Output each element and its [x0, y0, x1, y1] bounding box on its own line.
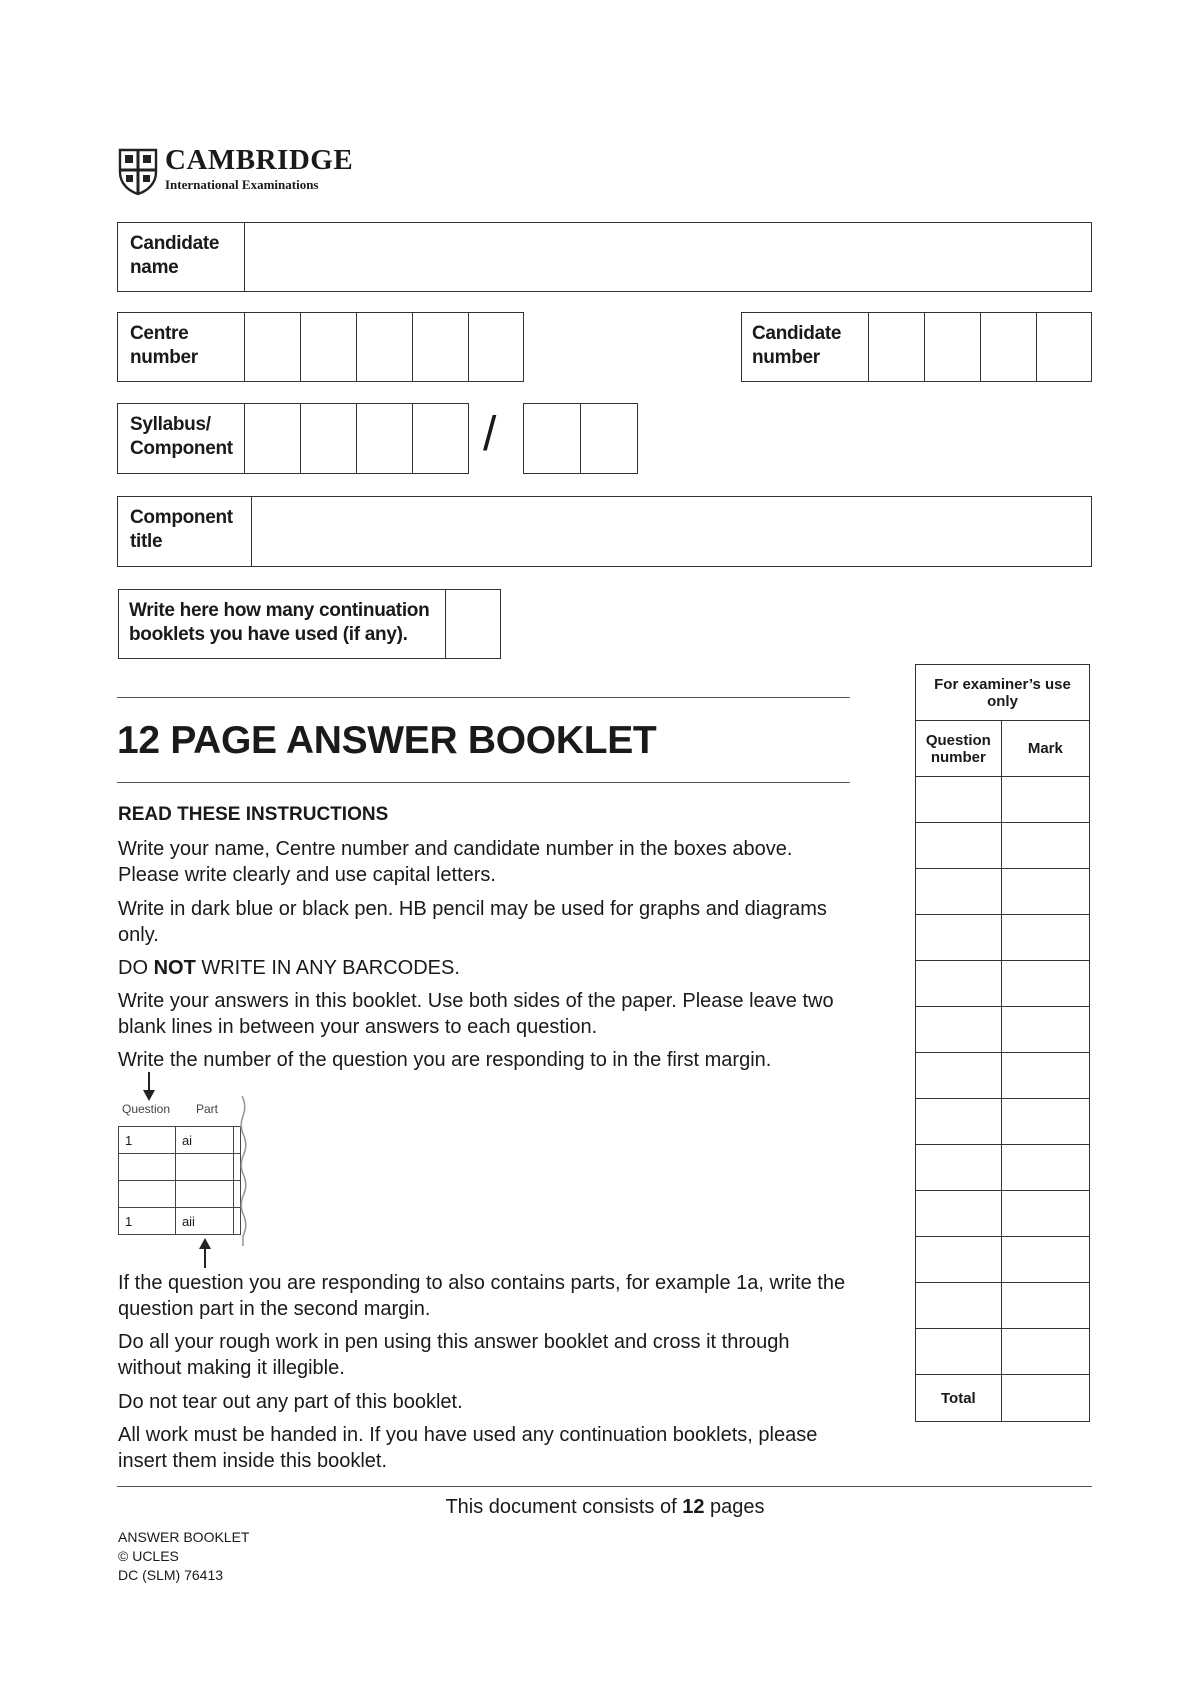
mark-cell[interactable] [1001, 1099, 1089, 1145]
instructions-heading: READ THESE INSTRUCTIONS [118, 804, 389, 825]
question-number-cell[interactable] [916, 1283, 1002, 1329]
mark-cell[interactable] [1001, 1007, 1089, 1053]
table-row [916, 823, 1090, 869]
table-row [916, 1145, 1090, 1191]
instruction-4: Write your answers in this booklet. Use both sides of the paper. Please leave two blank lines in between your answers to each question. [118, 990, 834, 1038]
question-number-cell[interactable] [916, 823, 1002, 869]
table-row [916, 1329, 1090, 1375]
centre-number-digit[interactable] [412, 313, 469, 381]
table-row [916, 869, 1090, 915]
table-row [916, 1007, 1090, 1053]
component-box [523, 403, 638, 474]
table-row [916, 1191, 1090, 1237]
table-row [119, 1208, 241, 1235]
question-number-cell[interactable] [916, 1329, 1002, 1375]
question-number-cell[interactable] [916, 1145, 1002, 1191]
page-count-post: pages [704, 1496, 765, 1518]
mark-cell[interactable] [1001, 915, 1089, 961]
mark-cell[interactable] [1001, 1191, 1089, 1237]
table-row [119, 1181, 241, 1208]
question-number-cell[interactable] [916, 1007, 1002, 1053]
logo-subtitle: International Examinations [165, 177, 319, 192]
candidate-number-digit[interactable] [924, 313, 981, 381]
torn-edge-icon [238, 1096, 250, 1246]
table-row [916, 721, 1090, 777]
instruction-1: Write your name, Centre number and candidate number in the boxes above. Please write clearly and use capital letters. [118, 838, 793, 886]
table-row [119, 1154, 241, 1181]
table-row [916, 1375, 1090, 1422]
component-title-field[interactable] [251, 497, 1091, 566]
table-row [119, 1127, 241, 1154]
margin-part-cell [175, 1181, 233, 1208]
centre-number-digit[interactable] [244, 313, 301, 381]
margin-col-question-label: Question [122, 1102, 171, 1116]
table-row [916, 1237, 1090, 1283]
syllabus-box [117, 403, 469, 474]
instruction-3 [118, 955, 858, 981]
table-row [916, 1283, 1090, 1329]
syllabus-label: Syllabus/ Component [130, 414, 233, 459]
page-count [0, 1494, 1200, 1520]
mark-cell[interactable] [1001, 1329, 1089, 1375]
instruction-2: Write in dark blue or black pen. HB pencil may be used for graphs and diagrams only. [118, 898, 827, 946]
mark-cell[interactable] [1001, 777, 1089, 823]
arrow-down-icon [142, 1072, 156, 1102]
candidate-name-field[interactable] [244, 223, 1091, 291]
mark-cell[interactable] [1001, 1237, 1089, 1283]
logo-name: CAMBRIDGE [165, 144, 354, 176]
candidate-number-digit[interactable] [868, 313, 925, 381]
page-count-number: 12 [682, 1496, 705, 1518]
question-number-cell[interactable] [916, 1053, 1002, 1099]
question-number-cell[interactable] [916, 1099, 1002, 1145]
centre-number-digit[interactable] [468, 313, 524, 381]
examiner-col-question: Question number [916, 721, 1002, 777]
logo [117, 146, 377, 196]
table-row [916, 1053, 1090, 1099]
shield-crest-icon [117, 146, 159, 196]
examiner-table [915, 664, 1090, 1422]
footer-line-2: © UCLES [118, 1548, 179, 1564]
arrow-up-icon [198, 1238, 212, 1268]
component-digit[interactable] [580, 404, 638, 473]
page-title: 12 PAGE ANSWER BOOKLET [117, 719, 657, 762]
continuation-count-field[interactable] [445, 590, 500, 658]
page-count-pre: This document consists of [445, 1496, 683, 1518]
examiner-col-mark: Mark [1001, 721, 1089, 777]
candidate-number-box [741, 312, 1092, 382]
centre-number-digit[interactable] [356, 313, 413, 381]
instruction-5: Write the number of the question you are responding to in the first margin. [118, 1049, 772, 1071]
margin-example-table [118, 1126, 241, 1235]
footer-line-3: DC (SLM) 76413 [118, 1567, 224, 1583]
syllabus-digit[interactable] [412, 404, 469, 473]
component-title-box [117, 496, 1092, 567]
mark-cell[interactable] [1001, 1145, 1089, 1191]
question-number-cell[interactable] [916, 915, 1002, 961]
centre-number-box [117, 312, 524, 382]
mark-cell[interactable] [1001, 1283, 1089, 1329]
syllabus-digit[interactable] [300, 404, 357, 473]
total-mark-cell[interactable] [1001, 1375, 1089, 1422]
instruction-8: Do not tear out any part of this booklet. [118, 1391, 463, 1413]
question-number-cell[interactable] [916, 961, 1002, 1007]
title-rule-top [117, 697, 850, 698]
question-number-cell[interactable] [916, 1237, 1002, 1283]
continuation-label: Write here how many continuation booklets you have used (if any). [129, 600, 430, 645]
instruction-3-post: WRITE IN ANY BARCODES. [195, 957, 460, 979]
margin-part-cell: aii [175, 1208, 233, 1235]
candidate-number-digit[interactable] [980, 313, 1037, 381]
footer-rule [117, 1486, 1092, 1487]
candidate-name-box [117, 222, 1092, 292]
question-number-cell[interactable] [916, 1191, 1002, 1237]
title-rule-bottom [117, 782, 850, 783]
instruction-7: Do all your rough work in pen using this answer booklet and cross it through without making it illegible. [118, 1331, 790, 1379]
margin-question-cell [119, 1154, 176, 1181]
candidate-name-label: Candidate name [130, 233, 220, 278]
total-label: Total [916, 1375, 1002, 1422]
footer-line-1: ANSWER BOOKLET [118, 1529, 250, 1545]
table-row [916, 777, 1090, 823]
table-row [916, 1099, 1090, 1145]
candidate-number-digit[interactable] [1036, 313, 1092, 381]
question-number-cell[interactable] [916, 869, 1002, 915]
margin-part-cell [175, 1154, 233, 1181]
centre-number-digit[interactable] [300, 313, 357, 381]
instruction-9: All work must be handed in. If you have used any continuation booklets, please insert them inside this booklet. [118, 1424, 818, 1472]
mark-cell[interactable] [1001, 961, 1089, 1007]
table-row [916, 665, 1090, 721]
margin-question-cell: 1 [119, 1127, 176, 1154]
syllabus-separator: / [483, 408, 497, 461]
component-title-label: Component title [130, 507, 233, 552]
table-row [916, 961, 1090, 1007]
margin-col-part-label: Part [196, 1102, 219, 1116]
mark-cell[interactable] [1001, 1053, 1089, 1099]
question-number-cell[interactable] [916, 777, 1002, 823]
margin-part-cell: ai [175, 1127, 233, 1154]
margin-question-cell: 1 [119, 1208, 176, 1235]
examiner-header: For examiner’s use only [916, 665, 1090, 721]
syllabus-digit[interactable] [356, 404, 413, 473]
candidate-number-label: Candidate number [752, 323, 842, 368]
component-digit[interactable] [524, 404, 580, 473]
instruction-6: If the question you are responding to also contains parts, for example 1a, write the question part in the second margin. [118, 1272, 846, 1320]
table-row [916, 915, 1090, 961]
centre-number-label: Centre number [130, 323, 198, 368]
margin-question-cell [119, 1181, 176, 1208]
instruction-3-bold: NOT [153, 957, 196, 979]
mark-cell[interactable] [1001, 823, 1089, 869]
syllabus-digit[interactable] [244, 404, 301, 473]
continuation-box [118, 589, 501, 659]
instruction-3-pre: DO [118, 957, 154, 979]
mark-cell[interactable] [1001, 869, 1089, 915]
